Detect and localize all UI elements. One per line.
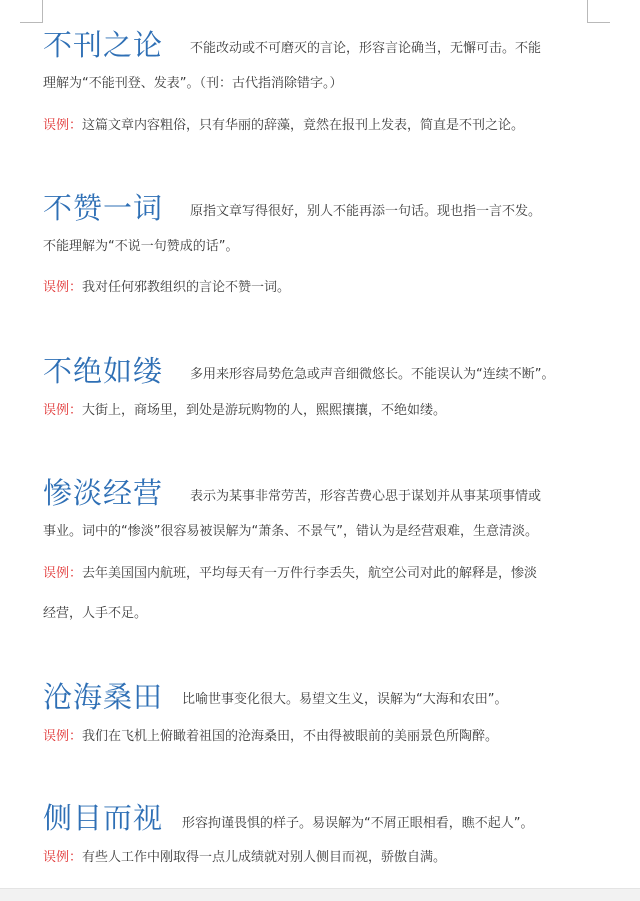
page-corner-mark-top-right xyxy=(587,0,610,23)
example-label: 误例： xyxy=(43,729,83,744)
example-line xyxy=(43,117,524,135)
definition-line: 原指文章写得很好，别人不能再添一句话。现也指一言不发。 xyxy=(190,204,542,219)
example-line xyxy=(43,849,446,867)
idiom-term: 惨淡经营 xyxy=(43,476,164,510)
example-text: 大街上，商场里，到处是游玩购物的人，熙熙攘攘，不绝如缕。 xyxy=(82,403,447,418)
definition-line: 形容拘谨畏惧的样子。易误解为“不屑正眼相看，瞧不起人”。 xyxy=(182,816,534,831)
example-line xyxy=(43,279,290,297)
example-label: 误例： xyxy=(43,403,83,418)
example-label: 误例： xyxy=(43,566,83,581)
idiom-term: 侧目而视 xyxy=(43,801,164,835)
example-line xyxy=(43,402,446,420)
example-label: 误例： xyxy=(43,280,83,295)
definition-line: 多用来形容局势危急或声音细微悠长。不能误认为“连续不断”。 xyxy=(190,367,555,382)
page-bottom-gap xyxy=(0,888,640,901)
example-label: 误例： xyxy=(43,850,83,865)
page-corner-mark-top-left xyxy=(20,0,43,23)
definition-line: 比喻世事变化很大。易望文生义，误解为“大海和农田”。 xyxy=(182,692,508,707)
example-text: 去年美国国内航班，平均每天有一万件行李丢失，航空公司对此的解释是，惨淡 xyxy=(82,566,538,581)
example-text: 这篇文章内容粗俗，只有华丽的辞藻，竟然在报刊上发表，简直是不刊之论。 xyxy=(82,118,525,133)
idiom-term: 不赞一词 xyxy=(43,191,164,225)
example-text: 我们在飞机上俯瞰着祖国的沧海桑田，不由得被眼前的美丽景色所陶醉。 xyxy=(82,729,499,744)
idiom-term: 不刊之论 xyxy=(43,28,164,62)
idiom-term: 沧海桑田 xyxy=(43,680,164,714)
example-line xyxy=(43,728,498,746)
example-line: 经营，人手不足。 xyxy=(43,606,148,621)
example-text: 我对任何邪教组织的言论不赞一词。 xyxy=(82,280,291,295)
definition-line: 理解为“不能刊登、发表”。（刊：古代指消除错字。） xyxy=(43,76,343,91)
example-label: 误例： xyxy=(43,118,83,133)
example-text: 有些人工作中刚取得一点儿成绩就对别人侧目而视，骄傲自满。 xyxy=(82,850,447,865)
definition-line: 事业。词中的“惨淡”很容易被误解为“萧条、不景气”，错认为是经营艰难，生意清淡。 xyxy=(43,524,538,539)
definition-line: 表示为某事非常劳苦，形容苦费心思于谋划并从事某项事情或 xyxy=(190,489,542,504)
idiom-term: 不绝如缕 xyxy=(43,354,164,388)
example-line xyxy=(43,565,537,583)
definition-line: 不能改动或不可磨灭的言论，形容言论确当，无懈可击。不能 xyxy=(190,41,542,56)
definition-line: 不能理解为“不说一句赞成的话”。 xyxy=(43,239,239,254)
